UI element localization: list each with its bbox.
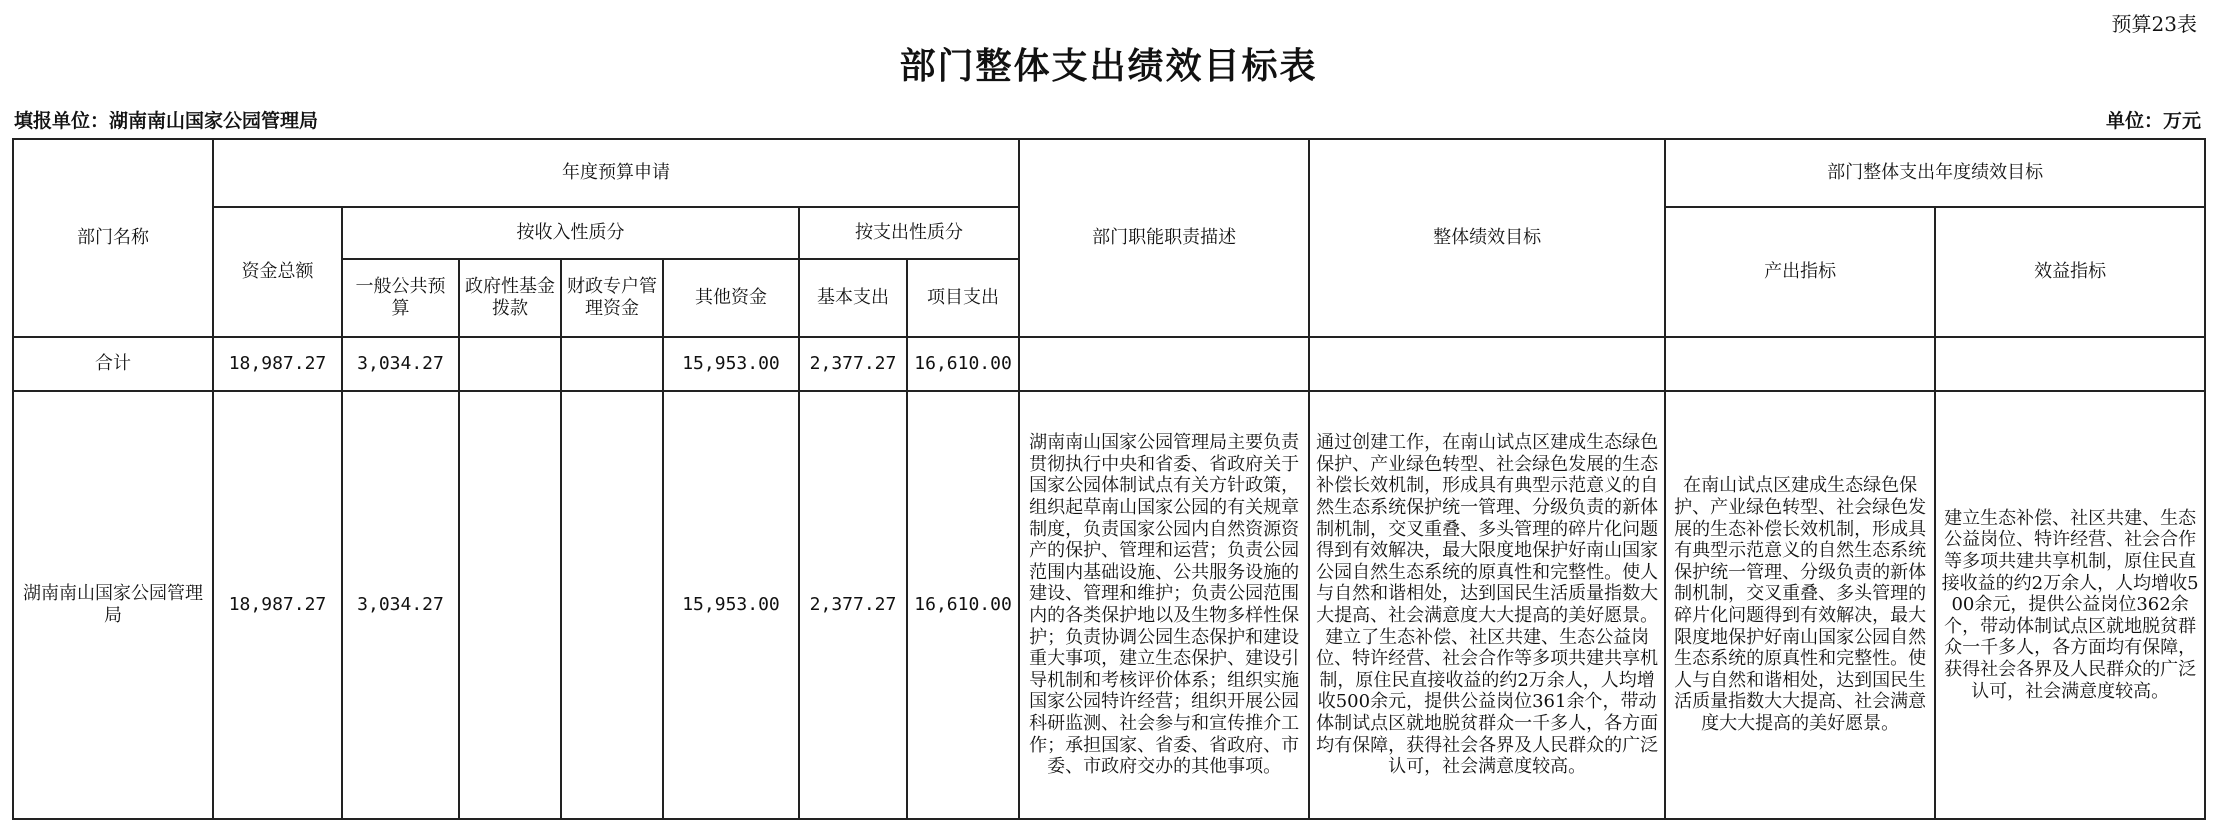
form-code: 预算23表 — [2111, 12, 2197, 36]
dept-total-funds: 18,987.27 — [213, 391, 342, 819]
header-other-funds: 其他资金 — [663, 259, 799, 337]
header-annual-goals: 部门整体支出年度绩效目标 — [1665, 139, 2205, 207]
dept-output-indicators: 在南山试点区建成生态绿色保护、产业绿色转型、社会绿色发展的生态补偿长效机制，形成具有典型示范意义的自然生态系统保护统一管理、分级负责的新体制机制，交叉重叠、多头管理的碎片化问题得到有效解决，最大限度地保护好南山国家公园自然生态系统的原真性和完整性。使人与自然和谐相处，达到国民生活质量指数大大提高、社会满意度大大提高的美好愿景。 — [1665, 391, 1935, 819]
total-benefit — [1935, 337, 2205, 391]
header-total-funds: 资金总额 — [213, 207, 342, 337]
dept-overall-goal: 通过创建工作，在南山试点区建成生态绿色保护、产业绿色转型、社会绿色发展的生态补偿长效机制，形成具有典型示范意义的自然生态系统保护统一管理、分级负责的新体制机制，交叉重叠、多头管理的碎片化问题得到有效解决，最大限度地保护好南山国家公园自然生态系统的原真性和完整性。使人与自然和谐相处，达到国民生活质量指数大大提高、社会满意度大大提高的美好愿景。建立了生态补偿、社区共建、生态公益岗位、特许经营、社会合作等多项共建共享机制，原住民直接收益的约2万余人，人均增收500余元，提供公益岗位361余个，带动体制试点区就地脱贫群众一千多人，各方面均有保障，获得社会各界及人民群众的广泛认可，社会满意度较高。 — [1309, 391, 1665, 819]
header-duties: 部门职能职责描述 — [1019, 139, 1309, 337]
header-fiscal-special: 财政专户管理资金 — [561, 259, 663, 337]
total-label: 合计 — [13, 337, 213, 391]
dept-name: 湖南南山国家公园管理局 — [13, 391, 213, 819]
header-gov-fund: 政府性基金拨款 — [459, 259, 561, 337]
header-project-exp: 项目支出 — [907, 259, 1019, 337]
dept-fiscal-special — [561, 391, 663, 819]
currency-unit: 单位：万元 — [2105, 110, 2201, 132]
header-overall-goal: 整体绩效目标 — [1309, 139, 1665, 337]
header-general-budget: 一般公共预算 — [342, 259, 459, 337]
dept-row — [13, 391, 2205, 819]
total-output — [1665, 337, 1935, 391]
header-benefit: 效益指标 — [1935, 207, 2205, 337]
total-overall-goal — [1309, 337, 1665, 391]
header-basic-exp: 基本支出 — [799, 259, 907, 337]
total-row — [13, 337, 2205, 391]
dept-gov-fund — [459, 391, 561, 819]
header-by-income: 按收入性质分 — [342, 207, 799, 259]
total-fiscal-special — [561, 337, 663, 391]
page-title: 部门整体支出绩效目标表 — [899, 46, 1318, 87]
dept-project-exp: 16,610.00 — [907, 391, 1019, 819]
performance-table — [12, 138, 2206, 820]
dept-general-budget: 3,034.27 — [342, 391, 459, 819]
header-annual-budget: 年度预算申请 — [213, 139, 1019, 207]
header-output: 产出指标 — [1665, 207, 1935, 337]
dept-benefit-indicators: 建立生态补偿、社区共建、生态公益岗位、特许经营、社会合作等多项共建共享机制，原住民直接收益的约2万余人，人均增收500余元，提供公益岗位362余个，带动体制试点区就地脱贫群众一千多人，各方面均有保障，获得社会各界及人民群众的广泛认可，社会满意度较高。 — [1935, 391, 2205, 819]
header-by-expense: 按支出性质分 — [799, 207, 1019, 259]
total-general-budget: 3,034.27 — [342, 337, 459, 391]
dept-basic-exp: 2,377.27 — [799, 391, 907, 819]
total-project-exp: 16,610.00 — [907, 337, 1019, 391]
dept-other-funds: 15,953.00 — [663, 391, 799, 819]
total-duties — [1019, 337, 1309, 391]
total-gov-fund — [459, 337, 561, 391]
header-row-1 — [13, 139, 2205, 207]
header-dept-name: 部门名称 — [13, 139, 213, 337]
total-basic-exp: 2,377.27 — [799, 337, 907, 391]
total-total-funds: 18,987.27 — [213, 337, 342, 391]
dept-duties-description: 湖南南山国家公园管理局主要负责贯彻执行中央和省委、省政府关于国家公园体制试点有关方针政策，组织起草南山国家公园的有关规章制度，负责国家公园内自然资源资产的保护、管理和运营；负责公园范围内基础设施、公共服务设施的建设、管理和维护；负责公园范围内的各类保护地以及生物多样性保护；负责协调公园生态保护和建设重大事项，建立生态保护、建设引导机制和考核评价体系；组织实施国家公园特许经营；组织开展公园科研监测、社会参与和宣传推介工作；承担国家、省委、省政府、市委、市政府交办的其他事项。 — [1019, 391, 1309, 819]
total-other-funds: 15,953.00 — [663, 337, 799, 391]
filing-unit: 填报单位：湖南南山国家公园管理局 — [14, 110, 319, 132]
